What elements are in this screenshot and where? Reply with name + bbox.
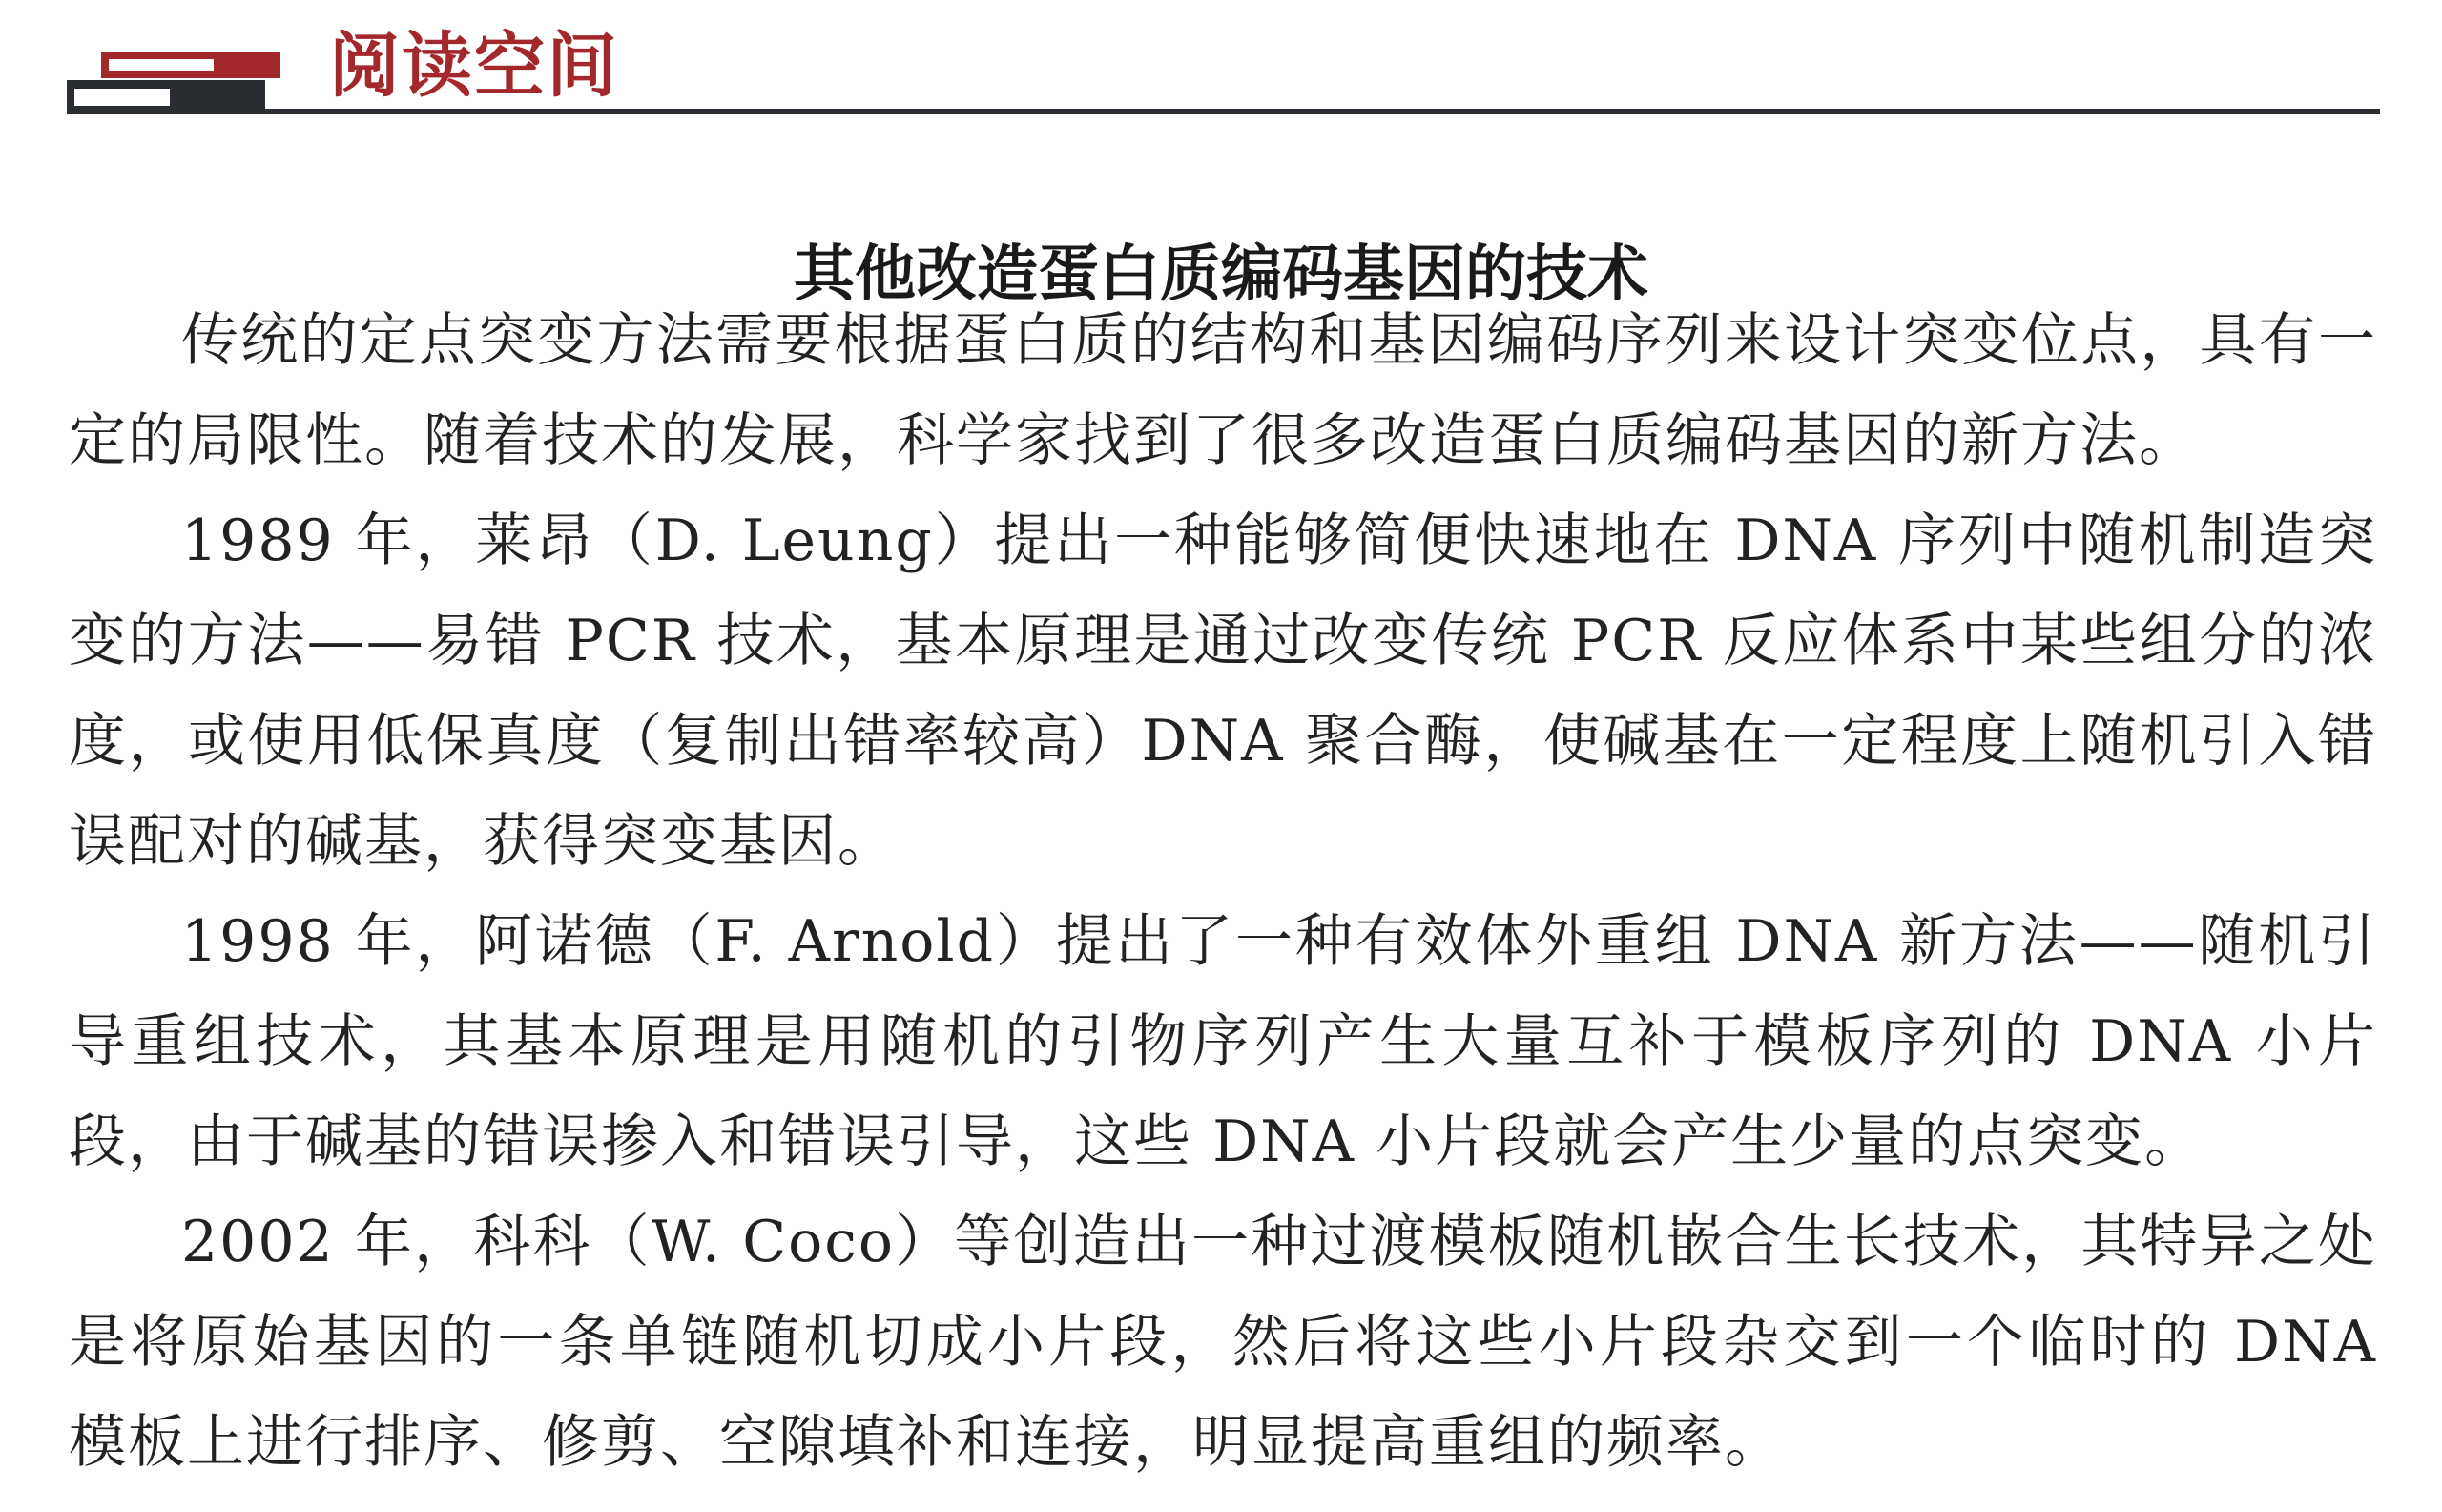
book-stack-icon	[67, 50, 281, 116]
article-body	[69, 291, 2377, 1493]
paragraph-chimeric-growth: 2002 年，科科（W. Coco）等创造出一种过渡模板随机嵌合生长技术，其特异之处是将原始基因的一条单链随机切成小片段，然后将这些小片段杂交到一个临时的 DNA 模板上进行排序、修剪、空隙填补和连接，明显提高重组的频率。	[69, 1209, 2377, 1476]
article-title: 其他改造蛋白质编码基因的技术	[794, 238, 1648, 310]
header-divider	[67, 109, 2380, 114]
paragraph-random-priming: 1998 年，阿诺德（F. Arnold）提出了一种有效体外重组 DNA 新方法——随机引导重组技术，其基本原理是用随机的引物序列产生大量互补于模板序列的 DNA 小片段，由于碱基的错误掺入和错误引导，这些 DNA 小片段就会产生少量的点突变。	[69, 908, 2377, 1175]
section-label: 阅读空间	[329, 25, 619, 107]
paragraph-error-prone-pcr: 1989 年，莱昂（D. Leung）提出一种能够简便快速地在 DNA 序列中随机制造突变的方法——易错 PCR 技术，基本原理是通过改变传统 PCR 反应体系中某些组分的浓度，或使用低保真度（复制出错率较高）DNA 聚合酶，使碱基在一定程度上随机引入错误配对的碱基，获得突变基因。	[69, 507, 2377, 875]
section-header	[0, 0, 2442, 124]
paragraph-intro: 传统的定点突变方法需要根据蛋白质的结构和基因编码序列来设计突变位点，具有一定的局限性。随着技术的发展，科学家找到了很多改造蛋白质编码基因的新方法。	[69, 307, 2377, 474]
